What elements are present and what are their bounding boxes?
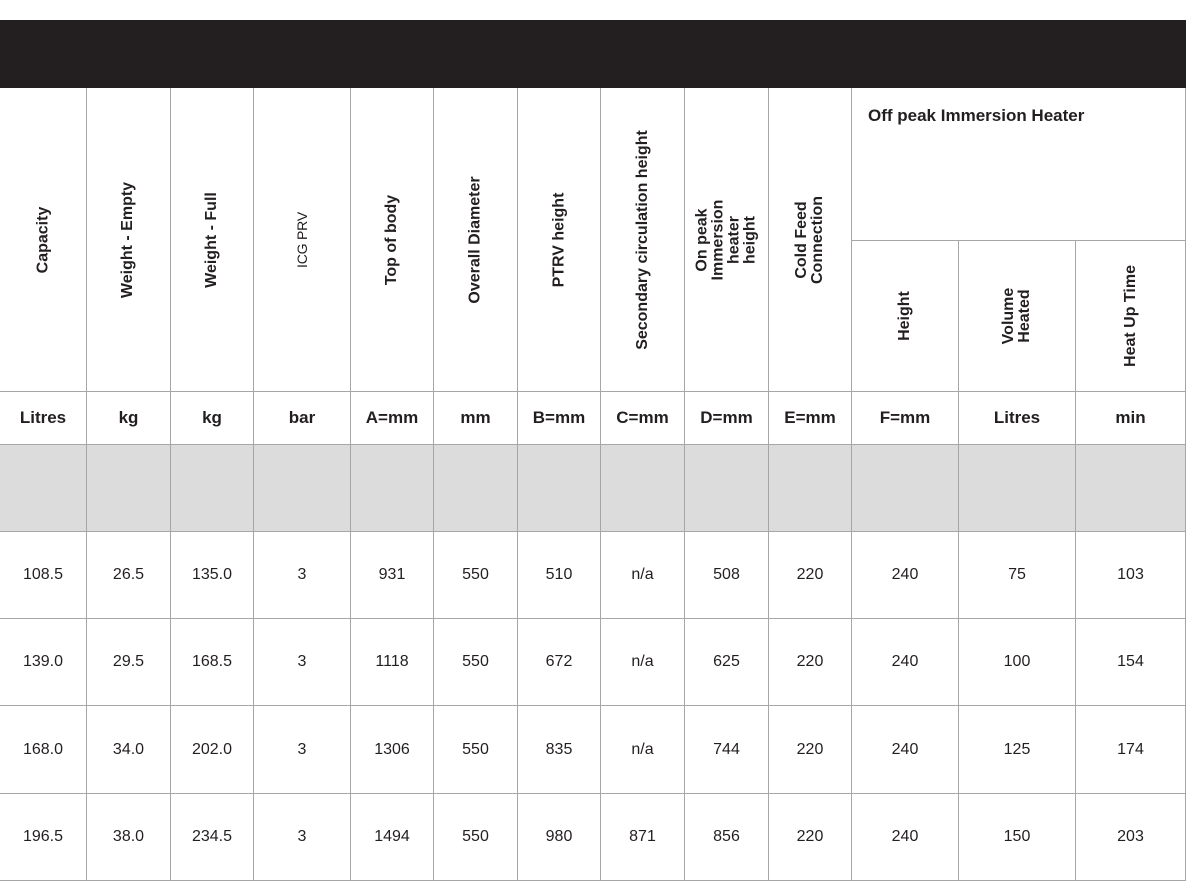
cell-value: 550: [462, 566, 489, 583]
header-secondary-circulation-height: [601, 88, 685, 392]
table-cell: [769, 532, 852, 619]
cell-value: 744: [713, 740, 740, 758]
cell-value: 26.5: [112, 566, 145, 583]
grey-band-cell: [254, 445, 351, 532]
header-overall-diameter: [434, 88, 518, 392]
unit-cell: [685, 392, 769, 445]
table-cell: [518, 794, 601, 881]
table-cell: [769, 794, 852, 881]
cell-value: 240: [891, 828, 919, 845]
table-cell: [1076, 619, 1186, 706]
cell-value: 125: [1003, 740, 1031, 758]
header-label: Weight - Full: [203, 191, 220, 288]
table-cell: [254, 532, 351, 619]
table-cell: [685, 794, 769, 881]
cell-value: n/a: [631, 653, 654, 670]
cell-value: 220: [796, 828, 824, 845]
table-cell: [87, 706, 171, 794]
cell-value: 220: [796, 653, 824, 670]
table-cell: [1076, 794, 1186, 881]
table-cell: [601, 794, 685, 881]
unit-label: bar: [288, 408, 316, 427]
table-cell: [852, 706, 959, 794]
cell-value: 931: [378, 566, 406, 583]
cell-value: 103: [1117, 566, 1144, 583]
table-cell: [434, 706, 518, 794]
cell-value: 550: [462, 740, 489, 758]
cell-value: 510: [545, 566, 573, 583]
header-label: Weight - Empty: [119, 181, 137, 298]
header-capacity: [0, 88, 87, 392]
table-cell: [769, 706, 852, 794]
cell-value: 871: [629, 828, 656, 845]
unit-label: A=mm: [365, 408, 419, 427]
table-cell: [959, 706, 1076, 794]
table-cell: [1076, 532, 1186, 619]
table-cell: [171, 794, 254, 881]
table-cell: [171, 532, 254, 619]
header-label: Heat Up Time: [1121, 265, 1139, 367]
unit-label: mm: [460, 408, 491, 427]
cell-value: 203: [1117, 828, 1144, 845]
grey-band-cell: [434, 445, 518, 532]
grey-band-cell: [351, 445, 434, 532]
unit-label: kg: [118, 408, 139, 427]
header-weight-full: [171, 88, 254, 392]
cell-value: 202.0: [191, 740, 233, 758]
table-cell: [959, 794, 1076, 881]
table-cell: [518, 619, 601, 706]
table-cell: [351, 619, 434, 706]
unit-label: kg: [202, 408, 222, 427]
cell-value: 508: [713, 566, 740, 583]
table-cell: [351, 706, 434, 794]
cell-value: 100: [1003, 653, 1031, 670]
header-label: Volume Heated: [1000, 287, 1033, 345]
cell-value: 220: [796, 740, 824, 758]
header-top-of-body: [351, 88, 434, 392]
cell-value: 135.0: [191, 566, 233, 583]
cell-value: 550: [462, 828, 489, 845]
cell-value: 625: [713, 653, 740, 670]
unit-cell: [87, 392, 171, 445]
table-cell: [685, 532, 769, 619]
table-cell: [254, 619, 351, 706]
grey-band-cell: [601, 445, 685, 532]
unit-cell: [0, 392, 87, 445]
header-weight-empty: [87, 88, 171, 392]
table-cell: [685, 706, 769, 794]
header-on-peak-immersion-height: [685, 88, 769, 392]
grey-band-cell: [0, 445, 87, 532]
header-label: Capacity: [33, 206, 51, 273]
unit-cell: [171, 392, 254, 445]
cell-value: 240: [891, 653, 919, 670]
cell-value: 108.5: [22, 566, 64, 583]
table-cell: [852, 794, 959, 881]
table-cell: [434, 619, 518, 706]
header-off-peak-immersion-group: [852, 88, 1186, 241]
grey-band-cell: [959, 445, 1076, 532]
table-cell: [254, 794, 351, 881]
grey-band-cell: [1076, 445, 1186, 532]
table-cell: [87, 619, 171, 706]
unit-label: F=mm: [879, 408, 931, 427]
table-cell: [0, 532, 87, 619]
cell-value: 672: [545, 653, 573, 670]
cell-value: 196.5: [22, 828, 64, 845]
cell-value: 550: [462, 653, 489, 670]
cell-value: 168.0: [22, 740, 64, 758]
cell-value: 1306: [374, 740, 410, 758]
unit-cell: [852, 392, 959, 445]
unit-cell: [959, 392, 1076, 445]
cell-value: 835: [545, 740, 573, 758]
header-label: Top of body: [383, 194, 400, 285]
header-label: Overall Diameter: [466, 175, 484, 304]
cell-value: 3: [297, 566, 307, 583]
header-heat-up-time: [1076, 241, 1186, 392]
unit-label: Litres: [993, 408, 1041, 427]
cell-value: 29.5: [112, 653, 145, 670]
cell-value: 240: [891, 740, 919, 758]
table-cell: [171, 706, 254, 794]
cell-value: 234.5: [191, 828, 233, 845]
cell-value: 3: [297, 653, 307, 670]
cell-value: n/a: [631, 566, 654, 583]
cell-value: 168.5: [191, 653, 233, 670]
grey-band-cell: [769, 445, 852, 532]
group-title: Off peak Immersion Heater: [868, 106, 1085, 125]
table-cell: [434, 794, 518, 881]
table-cell: [852, 532, 959, 619]
unit-cell: [769, 392, 852, 445]
header-label: Height: [896, 291, 913, 341]
table-cell: [685, 619, 769, 706]
table-cell: [959, 532, 1076, 619]
grey-band-cell: [87, 445, 171, 532]
table-cell: [518, 706, 601, 794]
header-label: Cold Feed Connection: [793, 195, 826, 284]
cell-value: 1494: [374, 828, 410, 845]
table-cell: [351, 532, 434, 619]
unit-cell: [518, 392, 601, 445]
unit-label: E=mm: [784, 408, 836, 427]
table-cell: [959, 619, 1076, 706]
unit-cell: [351, 392, 434, 445]
header-label: ICG PRV: [293, 211, 310, 268]
table-cell: [87, 532, 171, 619]
table-cell: [0, 706, 87, 794]
table-cell: [434, 532, 518, 619]
table-cell: [87, 794, 171, 881]
cell-value: 174: [1117, 740, 1144, 758]
header-volume-heated: [959, 241, 1076, 392]
unit-label: D=mm: [700, 408, 753, 427]
unit-label: Litres: [19, 408, 67, 427]
cell-value: 3: [297, 740, 307, 758]
cell-value: 980: [545, 828, 573, 845]
header-label: On peak Immersion heater height: [693, 199, 759, 280]
unit-cell: [434, 392, 518, 445]
unit-cell: [1076, 392, 1186, 445]
cell-value: 154: [1117, 653, 1144, 670]
table-cell: [0, 619, 87, 706]
unit-label: C=mm: [616, 408, 669, 427]
cell-value: 34.0: [112, 740, 145, 758]
header-cold-feed-connection: [769, 88, 852, 392]
grey-band-cell: [685, 445, 769, 532]
header-banner: [0, 20, 1186, 88]
cell-value: 75: [1008, 566, 1026, 583]
cell-value: 1118: [375, 653, 409, 670]
table-cell: [518, 532, 601, 619]
table-cell: [601, 619, 685, 706]
header-icg-prv: [254, 88, 351, 392]
cell-value: 856: [713, 828, 740, 845]
table-cell: [601, 532, 685, 619]
cell-value: 38.0: [112, 828, 145, 845]
unit-label: B=mm: [532, 408, 586, 427]
grey-band-cell: [852, 445, 959, 532]
table-cell: [0, 794, 87, 881]
cell-value: 240: [891, 566, 919, 583]
unit-cell: [601, 392, 685, 445]
grey-band-cell: [518, 445, 601, 532]
table-cell: [254, 706, 351, 794]
table-cell: [171, 619, 254, 706]
cell-value: 3: [297, 828, 307, 845]
cell-value: n/a: [631, 740, 654, 758]
header-height: [852, 241, 959, 392]
header-label: PTRV height: [550, 192, 568, 287]
cell-value: 220: [796, 566, 824, 583]
table-cell: [601, 706, 685, 794]
table-cell: [769, 619, 852, 706]
header-label: Secondary circulation height: [633, 129, 651, 350]
grey-band-cell: [171, 445, 254, 532]
header-ptrv-height: [518, 88, 601, 392]
unit-label: min: [1115, 408, 1146, 427]
table-cell: [351, 794, 434, 881]
unit-cell: [254, 392, 351, 445]
table-cell: [1076, 706, 1186, 794]
cell-value: 139.0: [22, 653, 64, 670]
table-cell: [852, 619, 959, 706]
cell-value: 150: [1003, 828, 1031, 845]
